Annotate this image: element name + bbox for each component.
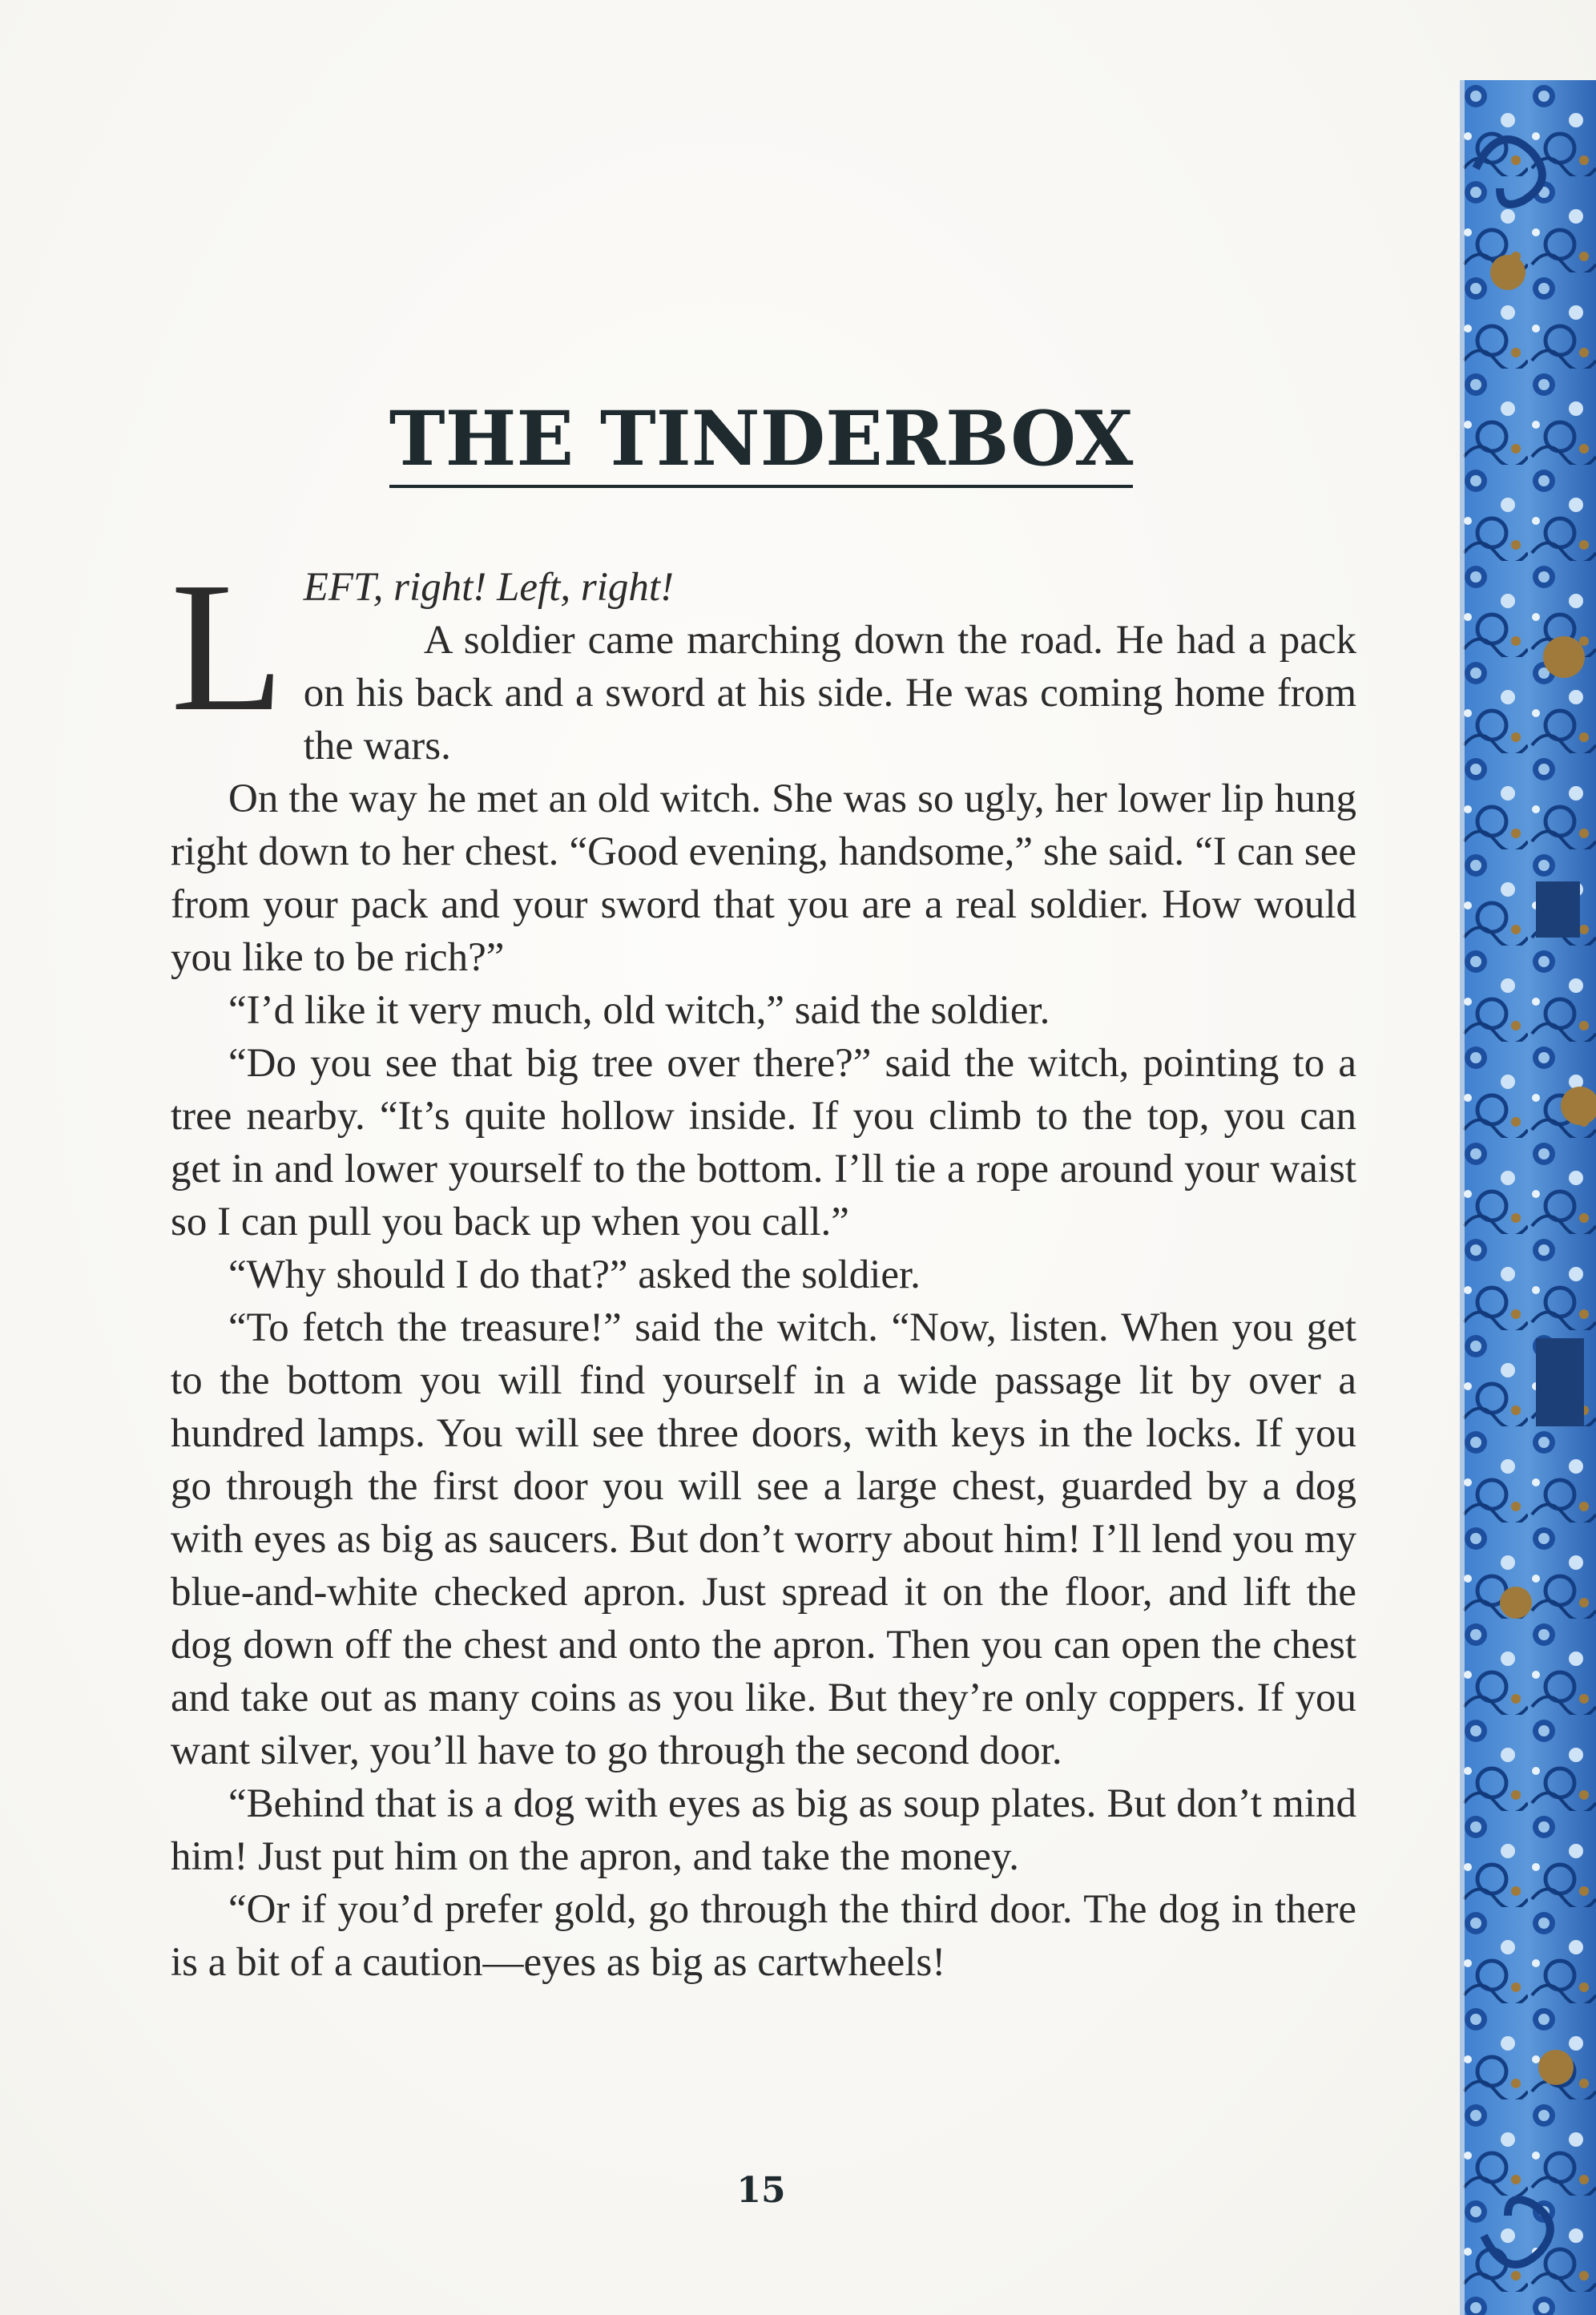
story-text xyxy=(171,544,1356,1989)
paragraph: “I’d like it very much, old witch,” said the soldier. xyxy=(228,988,1050,1033)
drop-cap: L xyxy=(171,544,284,750)
first-paragraph xyxy=(171,614,1356,772)
first-paragraph-text: A soldier came marching down the road. He had a pack on his back and a sword at his side. He was coming home from the wars. xyxy=(303,618,1356,768)
opening-paragraph xyxy=(171,544,1356,772)
paragraph: “Behind that is a dog with eyes as big as soup plates. But don’t mind him! Just put him on the apron, and take the money. xyxy=(171,1781,1356,1879)
paragraph: On the way he met an old witch. She was so ugly, her lower lip hung right down to her chest. “Good evening, handsome,” she said. “I can see from your pack and your sword that you are a real soldier. How would you like to be rich?” xyxy=(171,776,1356,980)
chapter-title xyxy=(0,395,1522,483)
page-number: 15 xyxy=(736,2170,786,2211)
paragraph: “To fetch the treasure!” said the witch. “Now, listen. When you get to the bottom you will find yourself in a wide passage lit by over a hundred lamps. You will see three doors, with keys in the locks. If you go through the first door you will see a large chest, guarded by a dog with eyes as big as saucers. But don’t worry about him! I’ll lend you my blue-and-white checked apron. Just spread it on the floor, and lift the dog down off the chest and onto the apron. Then you can open the chest and take out as many coins as you like. But they’re only coppers. If you want silver, you’ll have to go through the second door. xyxy=(171,1305,1356,1773)
chapter-title-text: THE TINDERBOX xyxy=(389,395,1134,488)
paragraph: “Or if you’d prefer gold, go through the third door. The dog in there is a bit of a caution—eyes as big as cartwheels! xyxy=(171,1887,1356,1985)
paragraph: “Why should I do that?” asked the soldier. xyxy=(228,1252,921,1297)
ornamental-border-icon xyxy=(1460,80,1596,2315)
opening-line: EFT, right! Left, right! xyxy=(303,565,675,610)
paragraph: “Do you see that big tree over there?” said the witch, pointing to a tree nearby. “It’s quite hollow inside. If you climb to the top, you can get in and lower yourself to the bottom. I’ll tie a rope around your waist so I can pull you back up when you call.” xyxy=(171,1041,1356,1244)
